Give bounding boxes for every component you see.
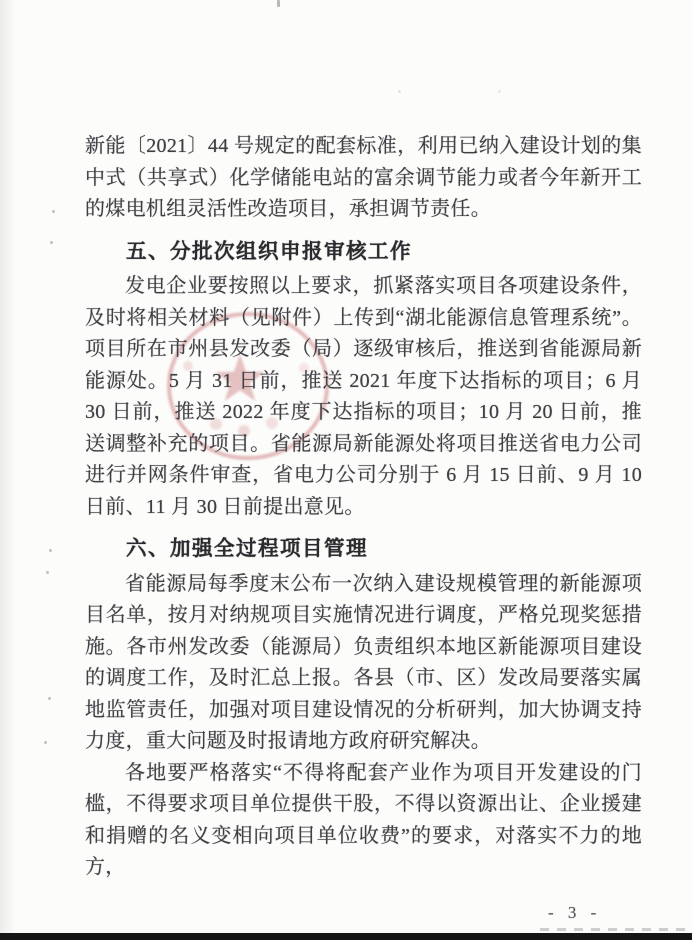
scan-speck	[50, 241, 53, 244]
scan-artifact-tick	[277, 0, 280, 7]
section-heading-6: 六、加强全过程项目管理	[126, 537, 368, 560]
page-number: - 3 -	[548, 903, 602, 922]
scan-speck	[398, 90, 401, 93]
scan-speck	[52, 210, 55, 213]
paragraph-body: 各地要严格落实“不得将配套产业作为项目开发建设的门槛，不得要求项目单位提供干股，不得以资源出让、企业援建和捐赠的名义变相向项目单位收费”的要求，对落实不力的地方，	[85, 761, 642, 878]
scan-edge-shadow	[0, 0, 16, 940]
paragraph-continuation: 新能〔2021〕44 号规定的配套标准，利用已纳入建设计划的集中式（共享式）化学储能电站的富余调节能力或者今年新开工的煤电机组灵活性改造项目，承担调节责任。	[85, 135, 642, 220]
scan-artifact-dashes	[540, 928, 690, 931]
scan-bottom-edge-bar	[0, 933, 692, 940]
scan-speck	[44, 741, 47, 744]
scan-speck	[498, 90, 501, 93]
document-body-text	[85, 131, 642, 884]
paragraph-body: 发电企业要按照以上要求，抓紧落实项目各项建设条件，及时将相关材料（见附件）上传到“湖北能源信息管理系统”。项目所在市州县发改委（局）逐级审核后，推送到省能源局新能源处。5 月 31 日前，推送 2021 年度下达指标的项目；6 月 30 日前，推送 2022 年度下达指标的项目；10 月 20 日前，推送调整补充的项目。省能源局新能源处将项目推送省电力公司进行并网条件审查，省电力公司分别于 6 月 15 日前、9 月 10 日前、11 月 30 日前提出意见。	[85, 275, 642, 518]
scan-speck	[49, 549, 52, 552]
scan-speck	[46, 571, 49, 574]
scan-speck	[48, 697, 51, 700]
section-heading-5: 五、分批次组织申报审核工作	[126, 239, 412, 263]
paragraph-body: 省能源局每季度末公布一次纳入建设规模管理的新能源项目名单，按月对纳规项目实施情况进行调度，严格兑现奖惩措施。各市州发改委（能源局）负责组织本地区新能源项目建设的调度工作，及时汇总上报。各县（市、区）发改局要落实属地监管责任，加强对项目建设情况的分析研判，加大协调支持力度，重大问题及时报请地方政府研究解决。	[85, 572, 642, 752]
